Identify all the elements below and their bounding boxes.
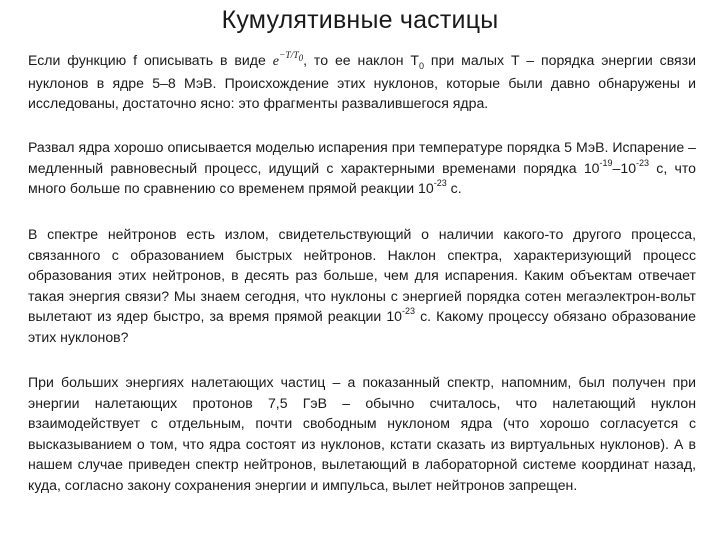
paragraph-3-text-a: В спектре нейтронов есть излом, свидетельствующий о наличии какого-то другого процесса, связанного с образованием быстрых нейтронов. Наклон спектра, характеризующий процесс образования этих нейтронов, в десять раз больше, чем для испарения. Каким объектам отвечает такая энергия связи? Мы знаем сегодня, что нуклоны с энергией порядка сотен мегаэлектрон-вольт вылетают из ядер быстро, за время прямой реакции [28,226,696,324]
range-dash: – [612,159,621,176]
paragraph-3-text-b: с. Какому процессу обязано образование этих нуклонов? [28,308,697,345]
time-3-exponent: -23 [433,178,447,189]
paragraph-2 [28,137,696,199]
paragraph-1-text-a: Если функцию f описывать в виде [28,52,273,68]
time-2-base: 10 [620,159,637,176]
exponential-power: −T/T0 [278,51,304,64]
paragraph-3 [28,224,696,347]
time-1-base: 10 [583,159,600,176]
paragraph-1 [28,50,696,114]
page-title: Кумулятивные частицы [221,6,499,34]
time-3-base: 10 [418,180,434,196]
paragraph-2-text-a: Развал ядра хорошо описывается моделью испарения при температуре порядка 5 МэВ. Испарение – медленный равновесный процесс, идущий с характерными временами порядка [28,139,696,176]
reaction-time-exponent: -23 [402,306,416,317]
paragraph-1-text-b: , то ее наклон T [303,52,420,68]
time-2-exponent: -23 [636,157,650,168]
paragraph-1-text-c: при малых T – порядка энергии связи нуклонов в ядре 5–8 МэВ. Происхождение этих нуклонов, которые были давно обнаружены и исследованы, достаточно ясно: это фрагменты развалившегося ядра. [28,52,697,111]
reaction-time-base: 10 [386,308,403,324]
paragraph-2-text-b: с, что много больше по сравнению со временем прямой реакции [28,159,696,196]
exponential-formula [272,51,304,69]
paragraph-2-text-c: с. [446,180,462,196]
time-1-exponent: -19 [599,157,613,168]
slope-subscript: 0 [419,60,425,71]
exponential-base: e [272,54,279,69]
exponential-power-subscript: 0 [298,53,304,64]
paragraph-4: При больших энергиях налетающих частиц – а показанный спектр, напомним, был получен при энергии налетающих протонов 7,5 ГэВ – обычно считалось, что налетающий нуклон взаимодействует с отдельным, почти свободным нуклоном ядра (что хорошо согласуется с высказыванием о том, что ядра состоят из нуклонов, кстати сказать из виртуальных нуклонов). А в нашем случае приведен спектр нейтронов, вылетающий в лабораторной системе координат назад, куда, согласно закону сохранения энергии и импульса, вылет нейтронов запрещен. [28,374,696,493]
